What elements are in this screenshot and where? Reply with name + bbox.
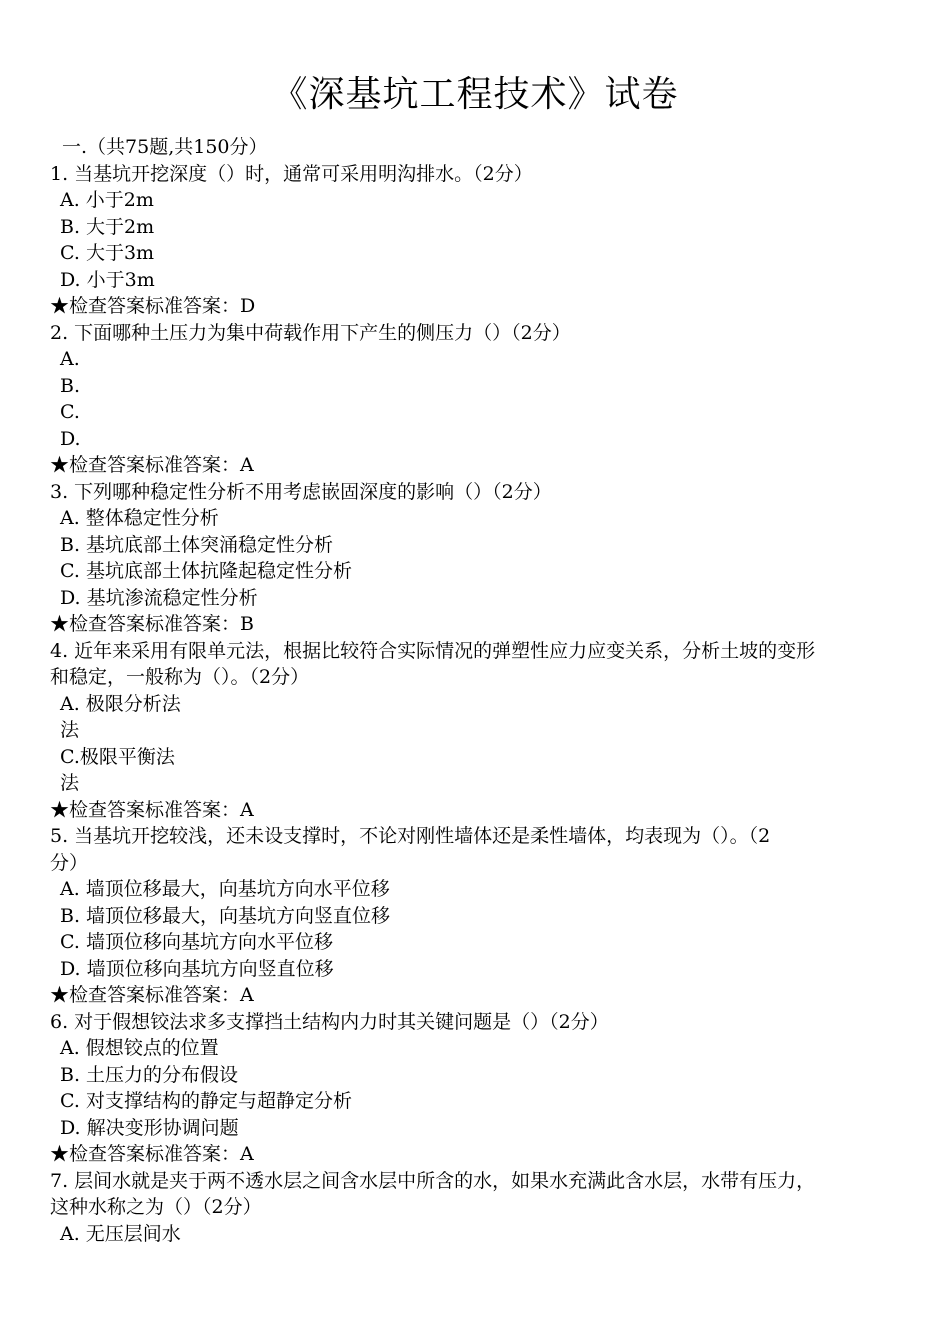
question-4: [50, 638, 880, 824]
question-stem: 2. 下面哪种土压力为集中荷载作用下产生的侧压力（）（2分）: [50, 321, 571, 344]
question-5: [50, 823, 880, 1009]
question-stem: 6. 对于假想铰法求多支撑挡土结构内力时其关键问题是（）（2分）: [50, 1010, 609, 1033]
option-c: C. 墙顶位移向基坑方向水平位移: [60, 931, 333, 953]
question-3: [50, 479, 880, 638]
option-b: B. 墙顶位移最大，向基坑方向竖直位移: [60, 904, 391, 927]
option-a: A. 墙顶位移最大，向基坑方向水平位移: [60, 878, 390, 900]
option-d: D. 解决变形协调问题: [60, 1116, 239, 1139]
answer-line: [50, 452, 880, 479]
option-d: D. 墙顶位移向基坑方向竖直位移: [60, 957, 334, 980]
question-1: [50, 161, 880, 320]
answer-line: [50, 1141, 880, 1168]
question-stem: 3. 下列哪种稳定性分析不用考虑嵌固深度的影响（）（2分）: [50, 480, 552, 503]
star-icon: ★: [50, 984, 70, 1006]
question-stem-line-2: 分）: [50, 851, 89, 874]
question-stem-line-1: 4. 近年来采用有限单元法，根据比较符合实际情况的弹塑性应力应变关系，分析土坡的变形: [50, 639, 816, 662]
option-b: B.: [60, 374, 81, 397]
answer-value: D: [240, 295, 256, 317]
option-c: C.: [60, 401, 80, 423]
answer-line: [50, 293, 880, 320]
page-title: 《深基坑工程技术》试卷: [271, 74, 679, 115]
answer-prefix: 检查答案标准答案：: [69, 613, 241, 635]
answer-value: A: [240, 798, 254, 821]
exam-content: [50, 134, 880, 1247]
answer-value: A: [240, 984, 254, 1006]
answer-prefix: 检查答案标准答案：: [69, 1143, 241, 1165]
question-stem-line-1: 7. 层间水就是夹于两不透水层之间含水层中所含的水，如果水充满此含水层，水带有压力，: [50, 1169, 816, 1192]
question-2: [50, 320, 880, 479]
star-icon: ★: [50, 613, 70, 635]
option-b: B. 土压力的分布假设: [60, 1063, 239, 1086]
question-7: [50, 1168, 880, 1248]
question-stem-line-2: 和稳定，一般称为（）。（2分）: [50, 666, 310, 688]
option-d: D. 小于3m: [60, 268, 155, 291]
answer-line: [50, 982, 880, 1009]
option-c: C.极限平衡法: [60, 745, 175, 768]
answer-value: A: [240, 1143, 254, 1165]
option-c: C. 对支撑结构的静定与超静定分析: [60, 1090, 352, 1112]
star-icon: ★: [50, 454, 70, 476]
option-a: A. 无压层间水: [60, 1222, 181, 1245]
question-stem-line-1: 5. 当基坑开挖较浅，还未设支撑时，不论对刚性墙体还是柔性墙体，均表现为（）。（2: [50, 825, 771, 847]
option-d: D. 基坑渗流稳定性分析: [60, 586, 258, 609]
option-a: A.: [60, 348, 80, 370]
option-c: C. 大于3m: [60, 242, 155, 264]
question-stem: 1. 当基坑开挖深度（）时，通常可采用明沟排水。（2分）: [50, 162, 533, 185]
star-icon: ★: [50, 295, 70, 317]
option-d: D.: [60, 427, 81, 450]
star-icon: ★: [50, 1143, 70, 1165]
answer-prefix: 检查答案标准答案：: [69, 295, 241, 317]
option-b: B. 基坑底部土体突涌稳定性分析: [60, 533, 334, 556]
section-header: 一.（共75题,共150分）: [62, 136, 268, 158]
question-stem-line-2: 这种水称之为（）（2分）: [50, 1196, 262, 1218]
star-icon: ★: [50, 798, 70, 821]
option-a: A. 假想铰点的位置: [60, 1037, 219, 1059]
option-fragment: 法: [60, 719, 80, 741]
answer-line: [50, 611, 880, 638]
option-b: B. 大于2m: [60, 215, 155, 238]
question-6: [50, 1009, 880, 1168]
option-fragment: 法: [60, 772, 80, 794]
option-a: A. 极限分析法: [60, 692, 181, 715]
answer-value: B: [240, 613, 254, 635]
answer-line: [50, 797, 880, 824]
option-a: A. 整体稳定性分析: [60, 507, 219, 529]
answer-prefix: 检查答案标准答案：: [69, 984, 241, 1006]
option-c: C. 基坑底部土体抗隆起稳定性分析: [60, 560, 352, 582]
answer-value: A: [240, 454, 254, 476]
answer-prefix: 检查答案标准答案：: [69, 454, 241, 476]
option-a: A. 小于2m: [60, 189, 154, 211]
answer-prefix: 检查答案标准答案：: [69, 798, 241, 821]
